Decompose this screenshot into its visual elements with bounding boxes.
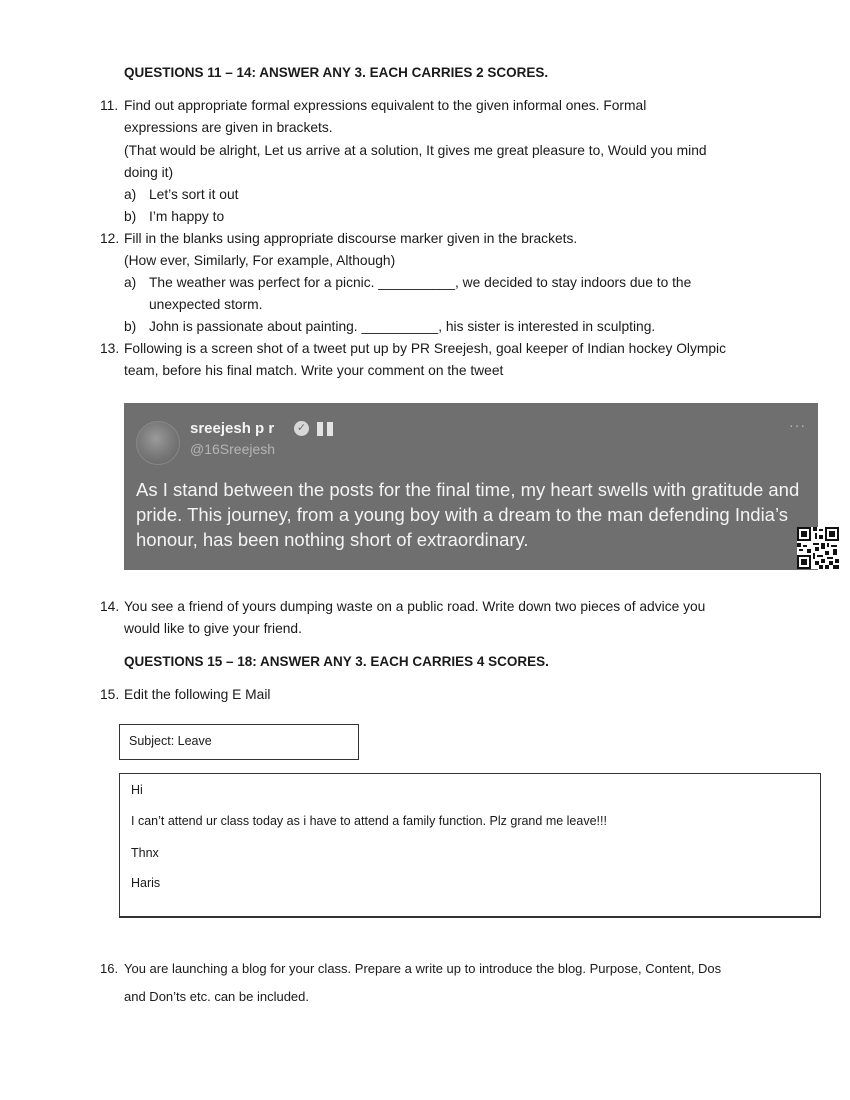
section-heading-15-18: QUESTIONS 15 – 18: ANSWER ANY 3. EACH CARRIES 4 SCORES. xyxy=(124,654,549,669)
q11-line1: Find out appropriate formal expressions equivalent to the given informal ones. Formal xyxy=(124,98,647,113)
flag-icon xyxy=(317,422,333,436)
q11-b-label: b) xyxy=(124,209,137,224)
q13-line2: team, before his final match. Write your comment on the tweet xyxy=(124,363,504,378)
email-thanks: Thnx xyxy=(131,846,159,860)
q11-line2: expressions are given in brackets. xyxy=(124,120,333,135)
email-body-box xyxy=(119,773,821,918)
verified-icon: ✓ xyxy=(294,421,309,436)
q12-line2: (How ever, Similarly, For example, Although) xyxy=(124,253,396,268)
q13-line1: Following is a screen shot of a tweet put up by PR Sreejesh, goal keeper of Indian hockey Olympic xyxy=(124,341,727,356)
email-signature: Haris xyxy=(131,876,161,890)
q16-line1: You are launching a blog for your class. Prepare a write up to introduce the blog. Purpose, Content, Dos xyxy=(124,961,722,976)
q12-number: 12. xyxy=(100,231,120,246)
more-icon: ··· xyxy=(789,417,806,433)
qr-code-icon xyxy=(797,527,839,569)
q15-number: 15. xyxy=(100,687,120,702)
email-subject: Subject: Leave xyxy=(129,734,212,748)
email-subject-box xyxy=(119,724,359,760)
q16-line2: and Don’ts etc. can be included. xyxy=(124,989,310,1004)
q15-line1: Edit the following E Mail xyxy=(124,687,271,702)
q11-a-label: a) xyxy=(124,187,137,202)
q12-a-line1: The weather was perfect for a picnic. __________, we decided to stay indoors due to the xyxy=(149,275,692,290)
q16-number: 16. xyxy=(100,961,119,976)
q12-a-label: a) xyxy=(124,275,137,290)
email-body: I can’t attend ur class today as i have to attend a family function. Plz grand me leave!!! xyxy=(131,814,607,828)
q12-b-label: b) xyxy=(124,319,137,334)
q11-line4: doing it) xyxy=(124,165,174,180)
q11-number: 11. xyxy=(100,98,119,113)
email-greeting: Hi xyxy=(131,783,143,797)
q11-line3: (That would be alright, Let us arrive at a solution, It gives me great pleasure to, Would you mind xyxy=(124,143,707,158)
tweet-author-name: sreejesh p r xyxy=(190,420,275,437)
q12-a-line2: unexpected storm. xyxy=(149,297,263,312)
q12-b-text: John is passionate about painting. __________, his sister is interested in sculpting. xyxy=(149,319,656,334)
q14-line2: would like to give your friend. xyxy=(124,621,302,636)
q14-number: 14. xyxy=(100,599,120,614)
q14-line1: You see a friend of yours dumping waste on a public road. Write down two pieces of advice you xyxy=(124,599,706,614)
tweet-body: As I stand between the posts for the final time, my heart swells with gratitude and pride. This journey, from a young boy with a dream to the man defending India’s honour, has been nothing short of extraordinary. xyxy=(136,479,800,550)
tweet-author-handle: @16Sreejesh xyxy=(190,441,276,457)
q11-b-text: I’m happy to xyxy=(149,209,225,224)
avatar xyxy=(136,421,180,465)
q13-number: 13. xyxy=(100,341,120,356)
q11-a-text: Let’s sort it out xyxy=(149,187,239,202)
q12-line1: Fill in the blanks using appropriate discourse marker given in the brackets. xyxy=(124,231,578,246)
section-heading-11-14: QUESTIONS 11 – 14: ANSWER ANY 3. EACH CARRIES 2 SCORES. xyxy=(124,65,549,80)
tweet-screenshot xyxy=(124,403,818,570)
